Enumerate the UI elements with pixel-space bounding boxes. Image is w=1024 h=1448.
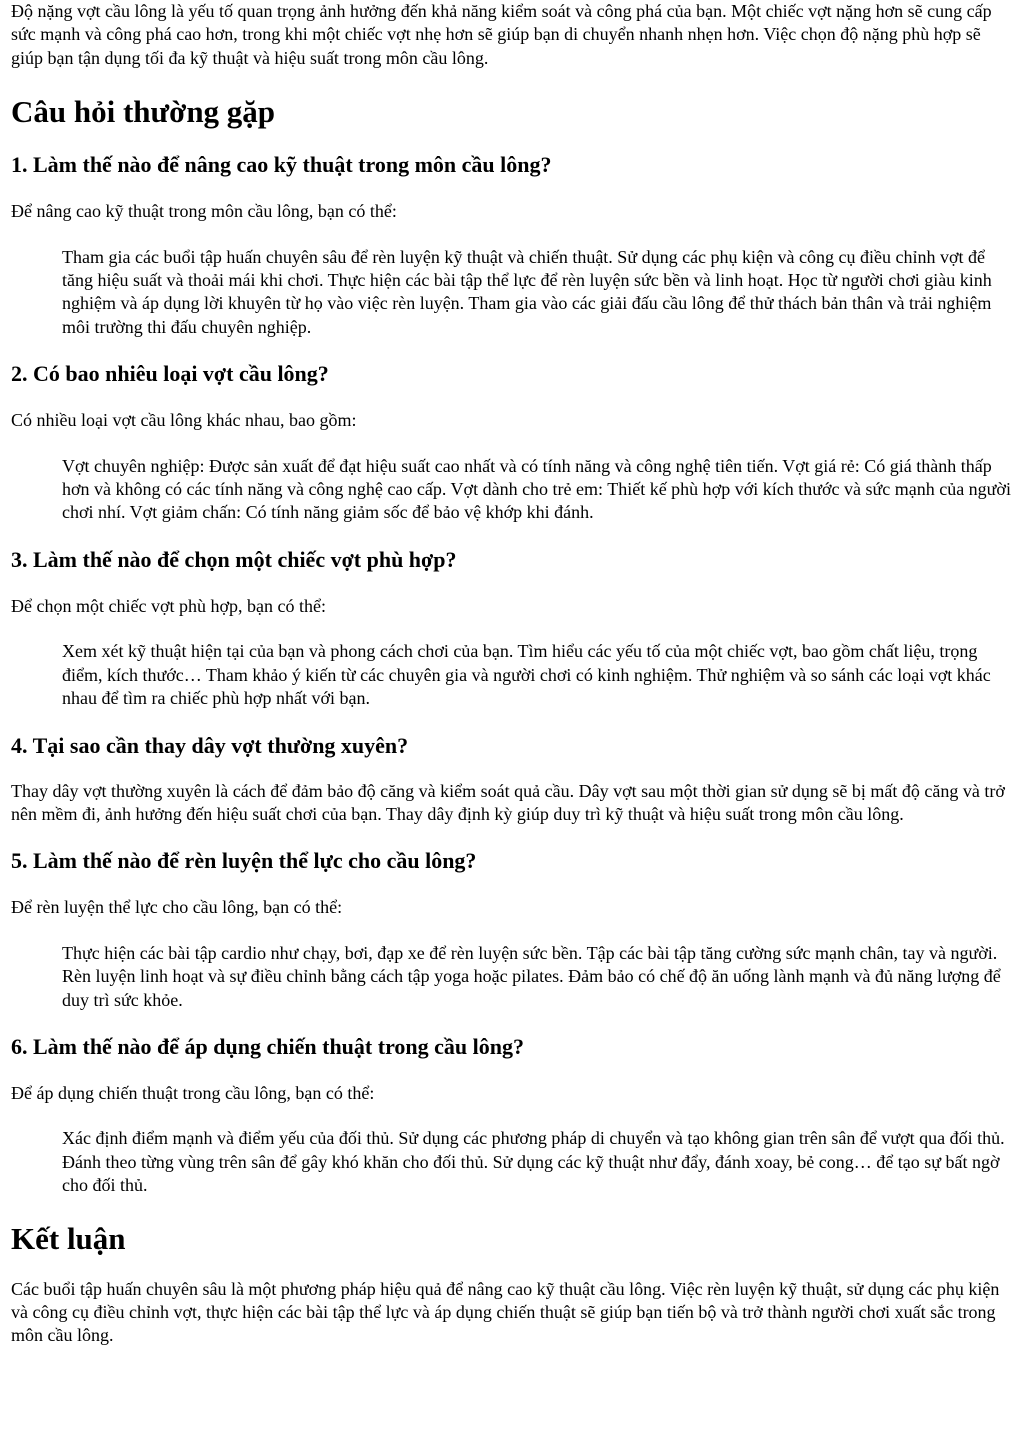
faq-lead-1: Để nâng cao kỹ thuật trong môn cầu lông, bạn có thể: (11, 201, 397, 222)
faq-answer-5-text: Thực hiện các bài tập cardio như chạy, bơi, đạp xe để rèn luyện sức bền. Tập các bài tập tăng cường sức mạnh chân, tay và người. Rèn luyện linh hoạt và sự điều chỉnh bằng cách tập yoga hoặc pilates. Đảm bảo có chế độ ăn uống lành mạnh và đủ năng lượng để duy trì sức khỏe. (62, 942, 1001, 1010)
faq-answer-2 (62, 455, 1014, 525)
faq-question-4: 4. Tại sao cần thay dây vợt thường xuyên? (11, 732, 409, 758)
faq-lead-2: Có nhiều loại vợt cầu lông khác nhau, bao gồm: (11, 410, 357, 431)
faq-answer-4: Thay dây vợt thường xuyên là cách để đảm bảo độ căng và kiểm soát quả cầu. Dây vợt sau một thời gian sử dụng sẽ bị mất độ căng và trở nên mềm đi, ảnh hưởng đến hiệu suất chơi của bạn. Thay dây định kỳ giúp duy trì kỹ thuật và hiệu suất trong môn cầu lông. (11, 780, 1005, 824)
faq-answer-1-text: Tham gia các buổi tập huấn chuyên sâu để rèn luyện kỹ thuật và chiến thuật. Sử dụng các phụ kiện và công cụ điều chỉnh vợt để tăng hiệu suất và thoải mái khi chơi. Thực hiện các bài tập thể lực để rèn luyện sức bền và linh hoạt. Học từ người chơi giàu kinh nghiệm và áp dụng lời khuyên từ họ vào việc rèn luyện. Tham gia vào các giải đấu cầu lông để thử thách bản thân và trải nghiệm môi trường thi đấu chuyên nghiệp. (62, 246, 992, 337)
faq-answer-6-text: Xác định điểm mạnh và điểm yếu của đối thủ. Sử dụng các phương pháp di chuyển và tạo không gian trên sân để vượt qua đối thủ. Đánh theo từng vùng trên sân để gây khó khăn cho đối thủ. Sử dụng các kỹ thuật như đẩy, đánh xoay, bẻ cong… để tạo sự bất ngờ cho đối thủ. (62, 1128, 1005, 1196)
faq-answer-6 (62, 1127, 1014, 1197)
faq-lead-5: Để rèn luyện thể lực cho cầu lông, bạn có thể: (11, 897, 343, 918)
intro-paragraph: Độ nặng vợt cầu lông là yếu tố quan trọng ảnh hưởng đến khả năng kiểm soát và công phá của bạn. Một chiếc vợt nặng hơn sẽ cung cấp sức mạnh và công phá cao hơn, trong khi một chiếc vợt nhẹ hơn sẽ giúp bạn di chuyển nhanh nhẹn hơn. Việc chọn độ nặng phù hợp sẽ giúp bạn tận dụng tối đa kỹ thuật và hiệu suất trong môn cầu lông. (11, 1, 992, 68)
conclusion-paragraph: Các buổi tập huấn chuyên sâu là một phương pháp hiệu quả để nâng cao kỹ thuật cầu lông. Việc rèn luyện kỹ thuật, sử dụng các phụ kiện và công cụ điều chỉnh vợt, thực hiện các bài tập thể lực và áp dụng chiến thuật sẽ giúp bạn tiến bộ và trở thành người chơi xuất sắc trong môn cầu lông. (11, 1278, 1000, 1346)
faq-answer-5 (62, 942, 1014, 1012)
faq-lead-6: Để áp dụng chiến thuật trong cầu lông, bạn có thể: (11, 1082, 375, 1103)
faq-question-5: 5. Làm thế nào để rèn luyện thể lực cho cầu lông? (11, 848, 477, 874)
faq-lead-3: Để chọn một chiếc vợt phù hợp, bạn có thể: (11, 595, 326, 616)
faq-question-2: 2. Có bao nhiêu loại vợt cầu lông? (11, 361, 329, 387)
faq-answer-2-text: Vợt chuyên nghiệp: Được sản xuất để đạt hiệu suất cao nhất và có tính năng và công nghệ tiên tiến. Vợt giá rẻ: Có giá thành thấp hơn và không có các tính năng và công nghệ cao cấp. Vợt dành cho trẻ em: Thiết kế phù hợp với kích thước và sức mạnh của người chơi nhí. Vợt giảm chấn: Có tính năng giảm sốc để bảo vệ khớp khi đánh. (62, 455, 1011, 523)
faq-answer-1 (62, 246, 1014, 340)
conclusion-heading: Kết luận (11, 1220, 126, 1256)
faq-question-1: 1. Làm thế nào để nâng cao kỹ thuật trong môn cầu lông? (11, 152, 552, 178)
faq-question-6: 6. Làm thế nào để áp dụng chiến thuật trong cầu lông? (11, 1033, 525, 1059)
faq-answer-3-text: Xem xét kỹ thuật hiện tại của bạn và phong cách chơi của bạn. Tìm hiểu các yếu tố của một chiếc vợt, bao gồm chất liệu, trọng điểm, kích thước… Tham khảo ý kiến từ các chuyên gia và người chơi có kinh nghiệm. Thử nghiệm và so sánh các loại vợt khác nhau để tìm ra chiếc phù hợp nhất với bạn. (62, 641, 991, 709)
faq-answer-3 (62, 640, 1014, 710)
faq-question-3: 3. Làm thế nào để chọn một chiếc vợt phù hợp? (11, 546, 457, 572)
faq-heading: Câu hỏi thường gặp (11, 94, 276, 130)
